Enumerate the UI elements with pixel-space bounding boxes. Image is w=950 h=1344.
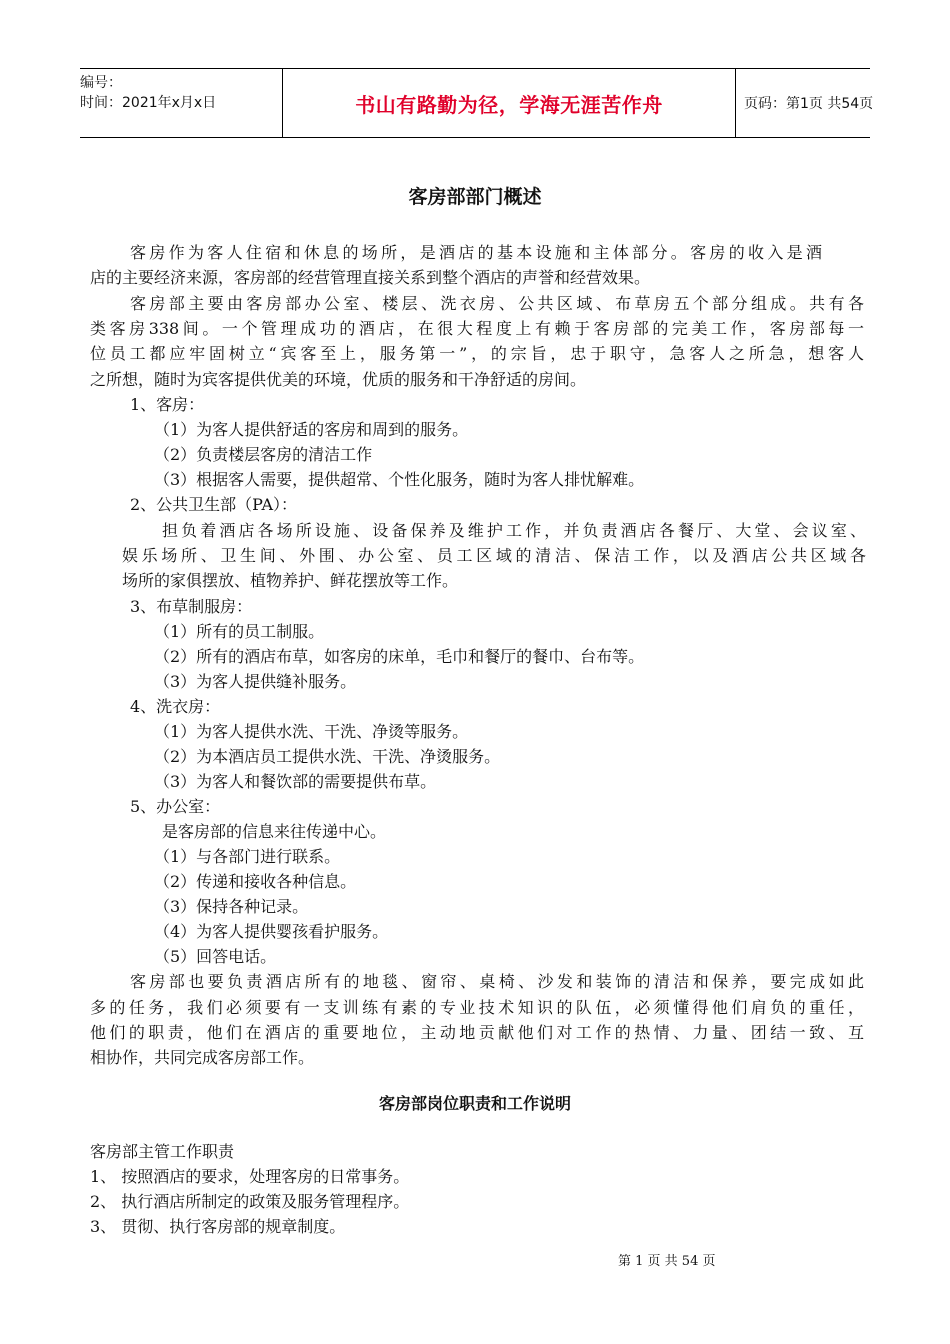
list-item: （4）为客人提供婴孩看护服务。	[154, 922, 389, 941]
paragraph-line: 类客房338间。一个管理成功的酒店，在很大程度上有赖于客房部的完美工作，客房部每一	[90, 319, 864, 338]
section-title-overview: 客房部部门概述	[408, 186, 542, 208]
list-item: （5）回答电话。	[154, 947, 277, 966]
number-label: 编号：	[80, 75, 122, 91]
motto-text: 书山有路勤为径，学海无涯苦作舟	[355, 92, 663, 117]
list-heading: 2、公共卫生部（PA）：	[130, 495, 298, 514]
header-motto-cell	[282, 69, 736, 137]
list-item: 2、 执行酒店所制定的政策及服务管理程序。	[90, 1192, 410, 1211]
header-meta	[80, 69, 282, 137]
list-heading: 5、办公室：	[130, 797, 221, 816]
list-item: （3）保持各种记录。	[154, 897, 309, 916]
list-item: （3）为客人提供缝补服务。	[154, 672, 357, 691]
paragraph-line: 场所的家俱摆放、植物养护、鲜花摆放等工作。	[122, 571, 459, 590]
list-item: （2）为本酒店员工提供水洗、干洗、净烫服务。	[154, 747, 501, 766]
header-page-info: 页码：第1页 共54页	[744, 96, 874, 112]
list-heading: 1、客房：	[130, 395, 205, 414]
paragraph-line: 是客房部的信息来往传递中心。	[162, 822, 387, 841]
section-title-duties: 客房部岗位职责和工作说明	[378, 1094, 571, 1113]
paragraph-line: 娱乐场所、卫生间、外围、办公室、员工区域的清洁、保洁工作，以及酒店公共区域各	[122, 546, 866, 565]
paragraph-line: 店的主要经济来源，客房部的经营管理直接关系到整个酒店的声誉和经营效果。	[90, 268, 651, 287]
paragraph-line: 客房部也要负责酒店所有的地毯、窗帘、桌椅、沙发和装饰的清洁和保养，要完成如此	[130, 972, 864, 991]
list-item: （2）传递和接收各种信息。	[154, 872, 357, 891]
document-header	[80, 68, 874, 138]
list-item: （1）为客人提供舒适的客房和周到的服务。	[154, 420, 469, 439]
paragraph-line: 客房作为客人住宿和休息的场所，是酒店的基本设施和主体部分。客房的收入是酒	[130, 243, 822, 262]
time-label: 时间：2021年x月x日	[80, 95, 217, 111]
list-item: （3）为客人和餐饮部的需要提供布草。	[154, 772, 437, 791]
list-item: 3、 贯彻、执行客房部的规章制度。	[90, 1217, 346, 1236]
list-heading: 3、布草制服房：	[130, 597, 253, 616]
paragraph-line: 之所想，随时为宾客提供优美的环境，优质的服务和干净舒适的房间。	[90, 370, 587, 389]
subsection-heading: 客房部主管工作职责	[90, 1142, 235, 1161]
list-heading: 4、洗衣房：	[130, 697, 221, 716]
paragraph-line: 位员工都应牢固树立“宾客至上，服务第一”，的宗旨，忠于职守，急客人之所急，想客人	[90, 344, 864, 363]
list-item: （1）与各部门进行联系。	[154, 847, 341, 866]
paragraph-line: 相协作，共同完成客房部工作。	[90, 1048, 315, 1067]
paragraph-line: 担负着酒店各场所设施、设备保养及维护工作，并负责酒店各餐厅、大堂、会议室、	[162, 521, 866, 540]
list-item: （3）根据客人需要，提供超常、个性化服务，随时为客人排忧解难。	[154, 470, 645, 489]
list-item: （1）为客人提供水洗、干洗、净烫等服务。	[154, 722, 469, 741]
page-footer: 第 1 页 共 54 页	[618, 1254, 716, 1269]
list-item: （1）所有的员工制服。	[154, 622, 325, 641]
paragraph-line: 他们的职责，他们在酒店的重要地位，主动地贡献他们对工作的热情、力量、团结一致、互	[90, 1023, 864, 1042]
list-item: （2）所有的酒店布草，如客房的床单，毛巾和餐厅的餐巾、台布等。	[154, 647, 645, 666]
list-item: （2）负责楼层客房的清洁工作	[154, 445, 373, 464]
list-item: 1、 按照酒店的要求，处理客房的日常事务。	[90, 1167, 410, 1186]
paragraph-line: 客房部主要由客房部办公室、楼层、洗衣房、公共区域、布草房五个部分组成。共有各	[130, 294, 864, 313]
paragraph-line: 多的任务，我们必须要有一支训练有素的专业技术知识的队伍，必须懂得他们肩负的重任，	[90, 998, 864, 1017]
